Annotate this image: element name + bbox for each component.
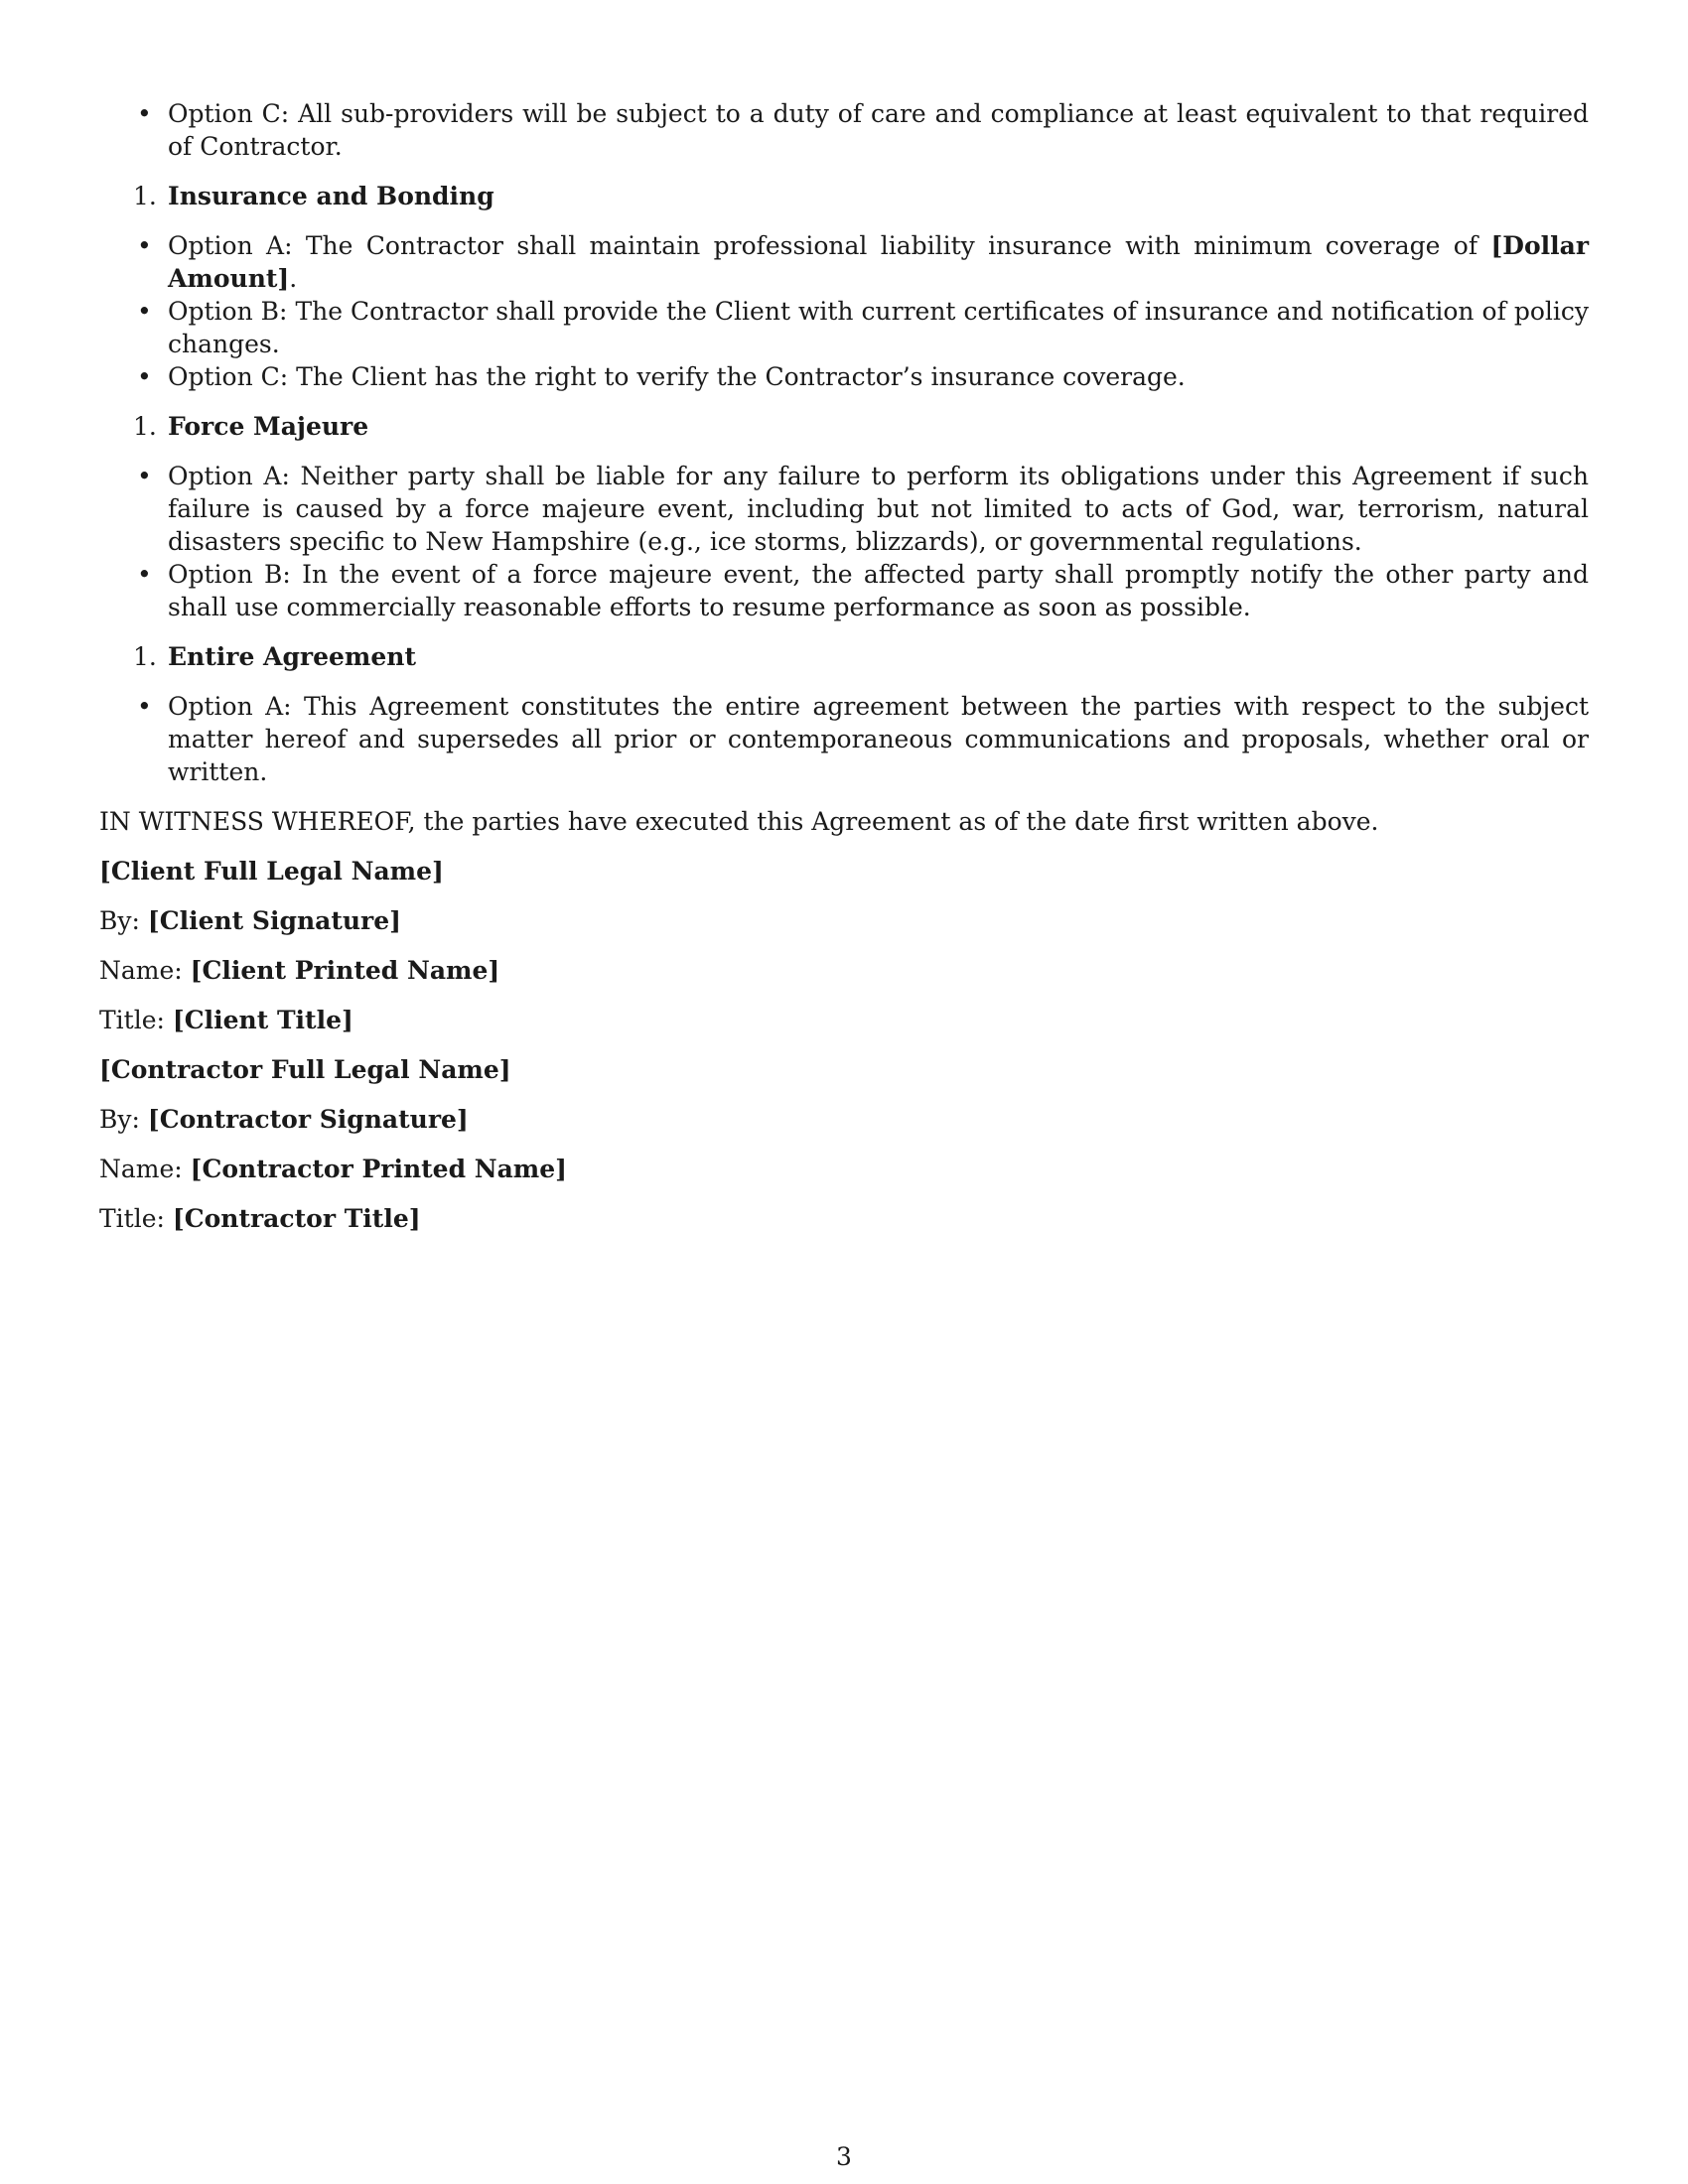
force-majeure-option-list [99,460,1589,623]
page-number: 3 [836,2142,852,2171]
title-label: Title: [99,1204,173,1233]
contractor-title-placeholder: [Contractor Title] [172,1204,421,1233]
subproviders-option-c: • Option C: All sub-providers will be subject to a duty of care and compliance at least equivalent to that required of Contractor. [99,97,1589,163]
client-printed-name-line [99,954,1589,987]
contractor-legal-name [99,1053,1589,1086]
client-legal-name [99,855,1589,887]
contractor-printed-name-line [99,1153,1589,1185]
section-title: Force Majeure [168,412,369,441]
force-majeure-option-b: • Option B: In the event of a force majeure event, the affected party shall promptly notify the other party and shall use commercially reasonable efforts to resume performance as soon as possible. [99,558,1589,623]
dollar-amount-placeholder: [Dollar Amount] [168,231,1589,293]
by-label: By: [99,1105,148,1134]
option-text-suffix: . [289,264,298,293]
contractor-legal-name-placeholder: [Contractor Full Legal Name] [99,1055,511,1084]
section-heading-force-majeure [99,410,1589,443]
by-label: By: [99,906,148,935]
section-title: Entire Agreement [168,642,416,671]
client-title-placeholder: [Client Title] [172,1006,353,1034]
section-number: 1. [133,412,157,441]
section-title: Insurance and Bonding [168,182,494,210]
force-majeure-option-a: • Option A: Neither party shall be liable for any failure to perform its obligations under this Agreement if such failure is caused by a force majeure event, including but not limited to acts of God, war, terrorism, natural disasters specific to New Hampshire (e.g., ice storms, blizzards), or governmental regulations. [99,460,1589,558]
client-printed-name-placeholder: [Client Printed Name] [190,956,500,985]
insurance-option-list [99,229,1589,393]
name-label: Name: [99,1155,191,1183]
contractor-printed-name-placeholder: [Contractor Printed Name] [190,1155,567,1183]
subproviders-option-list [99,97,1589,163]
entire-agreement-option-a: • Option A: This Agreement constitutes the entire agreement between the parties with respect to the subject matter hereof and supersedes all prior or contemporaneous communications and proposals, whether oral or written. [99,690,1589,788]
entire-agreement-option-list [99,690,1589,788]
contractor-title-line [99,1202,1589,1235]
witness-statement: IN WITNESS WHEREOF, the parties have executed this Agreement as of the date first written above. [99,807,1379,836]
client-title-line [99,1004,1589,1036]
section-heading-insurance [99,180,1589,212]
client-signature-line [99,904,1589,937]
contractor-signature-placeholder: [Contractor Signature] [147,1105,469,1134]
title-label: Title: [99,1006,173,1034]
insurance-option-b: • Option B: The Contractor shall provide the Client with current certificates of insurance and notification of policy changes. [99,295,1589,360]
signature-block [99,855,1589,1235]
client-legal-name-placeholder: [Client Full Legal Name] [99,857,444,886]
section-number: 1. [133,182,157,210]
client-signature-placeholder: [Client Signature] [147,906,401,935]
document-page [99,97,1589,1235]
option-text: Option A: The Contractor shall maintain professional liability insurance with minimum coverage of [168,231,1491,260]
contractor-signature-line [99,1103,1589,1136]
name-label: Name: [99,956,191,985]
insurance-option-a [99,229,1589,295]
section-number: 1. [133,642,157,671]
insurance-option-c: • Option C: The Client has the right to verify the Contractor’s insurance coverage. [99,360,1589,393]
section-heading-entire-agreement [99,640,1589,673]
